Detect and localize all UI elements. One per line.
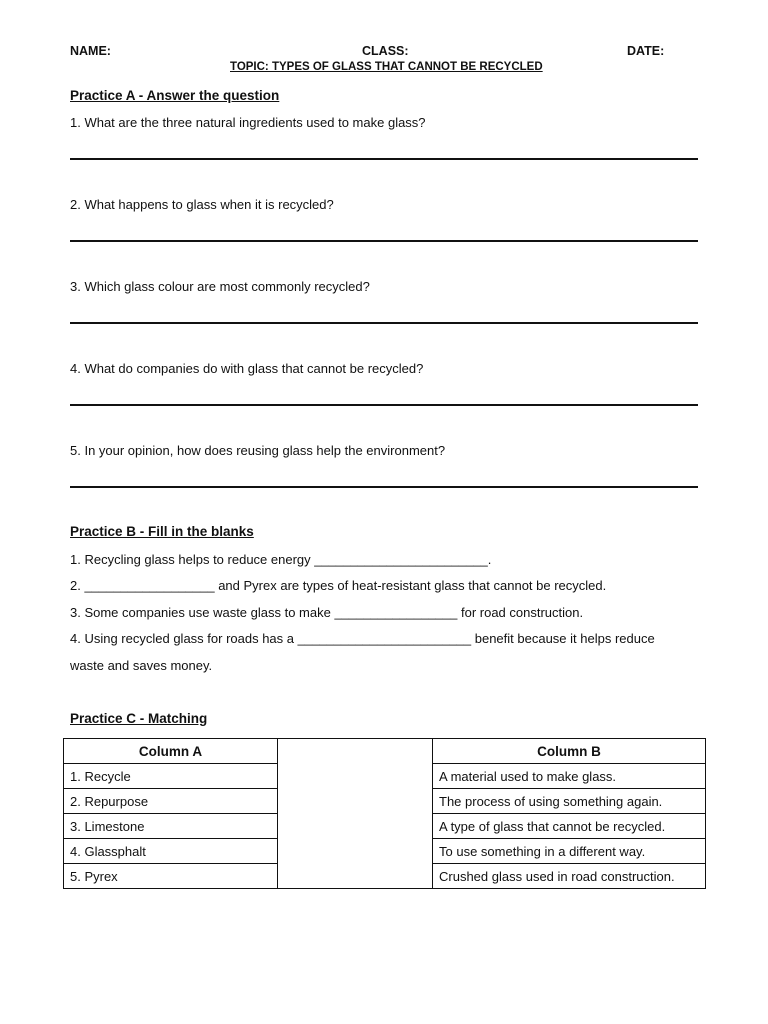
answer-line-4	[70, 404, 698, 406]
column-a-term: 2. Repurpose	[64, 789, 278, 814]
name-label: NAME:	[70, 44, 111, 58]
fill-blank-4: 4. Using recycled glass for roads has a ________________________ benefit because it helps reduce	[70, 631, 655, 646]
fill-blank-1: 1. Recycling glass helps to reduce energy ________________________.	[70, 552, 492, 567]
date-label: DATE:	[627, 44, 665, 58]
column-a-term: 4. Glassphalt	[64, 839, 278, 864]
column-a-term: 1. Recycle	[64, 764, 278, 789]
question-5: 5. In your opinion, how does reusing glass help the environment?	[70, 443, 446, 458]
question-1: 1. What are the three natural ingredients used to make glass?	[70, 115, 426, 130]
column-b-definition: Crushed glass used in road construction.	[433, 864, 706, 889]
answer-line-3	[70, 322, 698, 324]
column-a-header: Column A	[64, 739, 278, 764]
column-b-header: Column B	[433, 739, 706, 764]
answer-line-2	[70, 240, 698, 242]
column-b-definition: The process of using something again.	[433, 789, 706, 814]
matching-table	[63, 738, 706, 889]
question-3: 3. Which glass colour are most commonly recycled?	[70, 279, 370, 294]
practice-c-title: Practice C - Matching	[70, 711, 208, 726]
question-4: 4. What do companies do with glass that cannot be recycled?	[70, 361, 424, 376]
fill-blank-4-continued: waste and saves money.	[70, 658, 213, 673]
matching-header-row	[64, 739, 706, 764]
practice-a-title: Practice A - Answer the question	[70, 88, 280, 103]
column-b-definition: A material used to make glass.	[433, 764, 706, 789]
question-2: 2. What happens to glass when it is recycled?	[70, 197, 334, 212]
matching-gap-column	[278, 739, 433, 889]
column-a-term: 5. Pyrex	[64, 864, 278, 889]
fill-blank-3: 3. Some companies use waste glass to make _________________ for road construction.	[70, 605, 584, 620]
column-b-definition: To use something in a different way.	[433, 839, 706, 864]
answer-line-5	[70, 486, 698, 488]
answer-line-1	[70, 158, 698, 160]
class-label: CLASS:	[362, 44, 409, 58]
topic-title: TOPIC: TYPES OF GLASS THAT CANNOT BE RECYCLED	[230, 61, 543, 73]
fill-blank-2: 2. __________________ and Pyrex are types of heat-resistant glass that cannot be recycled.	[70, 578, 607, 593]
practice-b-title: Practice B - Fill in the blanks	[70, 524, 254, 539]
column-b-definition: A type of glass that cannot be recycled.	[433, 814, 706, 839]
column-a-term: 3. Limestone	[64, 814, 278, 839]
